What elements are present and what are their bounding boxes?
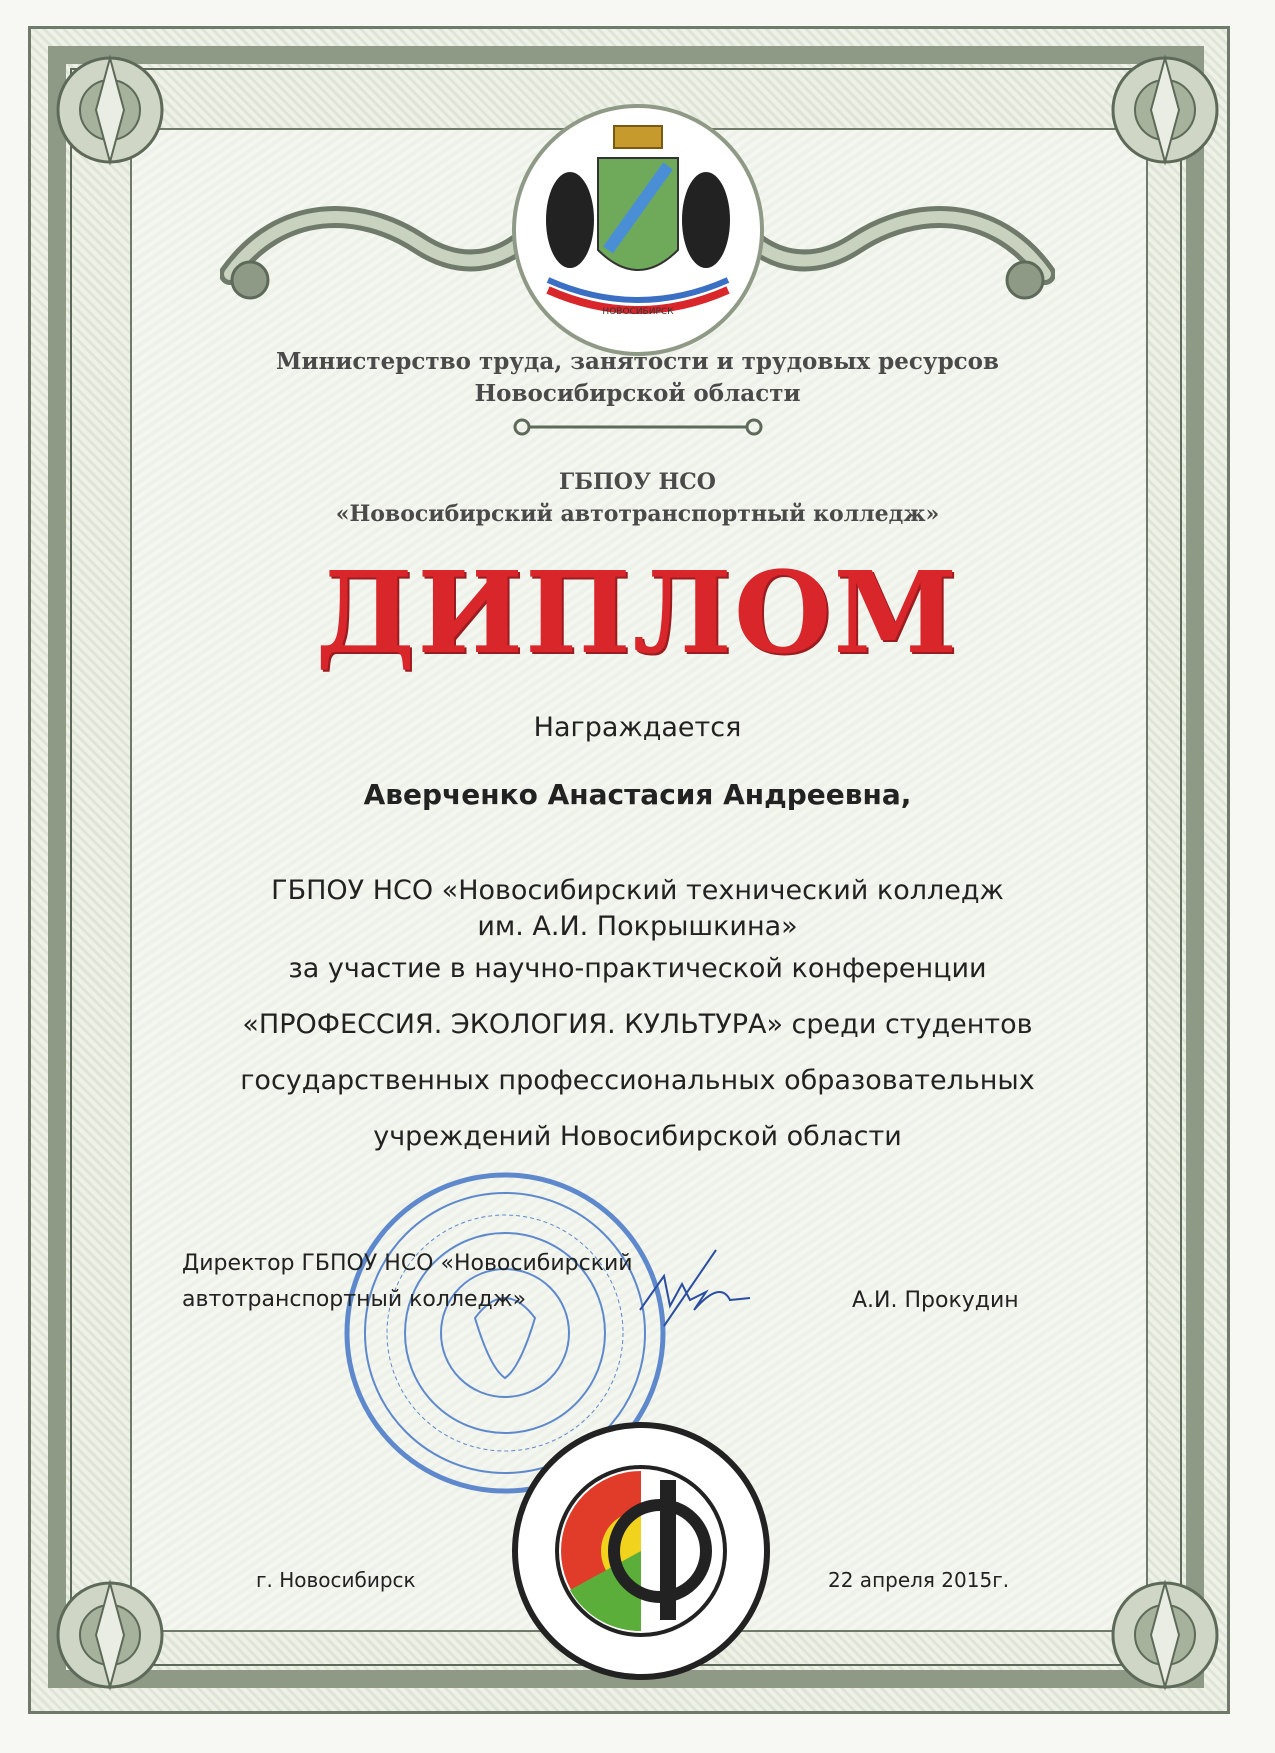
- org-line-1: ГБПОУ НСО: [559, 469, 716, 495]
- position-line-1: Директор ГБПОУ НСО «Новосибирский: [182, 1251, 633, 1276]
- corner-ornament-bottom-left: [40, 1535, 210, 1705]
- awarded-label: Награждается: [533, 712, 742, 743]
- description-line: государственных профессиональных образовательных: [240, 1065, 1035, 1096]
- corner-ornament-top-left: [40, 40, 210, 210]
- corner-ornament-top-right: [1065, 40, 1235, 210]
- college-heading: [0, 466, 1275, 530]
- ministry-line-2: Новосибирской области: [474, 380, 801, 407]
- decorative-divider: [508, 414, 768, 440]
- ribbon-scroll-right: [735, 184, 1055, 314]
- college-logo: [510, 1420, 772, 1682]
- description-line: за участие в научно-практической конференции: [288, 953, 987, 984]
- award-description: [0, 866, 1275, 1162]
- handwritten-signature: [630, 1240, 780, 1330]
- position-line-2: автотранспортный колледж»: [182, 1287, 527, 1312]
- issue-city: г. Новосибирск: [256, 1568, 416, 1592]
- corner-ornament-bottom-right: [1065, 1535, 1235, 1705]
- ministry-heading: [0, 346, 1275, 410]
- org-line-2: «Новосибирский автотранспортный колледж»: [335, 501, 940, 527]
- description-line: ГБПОУ НСО «Новосибирский технический колледж: [271, 875, 1004, 906]
- description-line: «ПРОФЕССИЯ. ЭКОЛОГИЯ. КУЛЬТУРА» среди студентов: [242, 1009, 1033, 1040]
- signatory-position: [182, 1246, 633, 1318]
- recipient-name: Аверченко Анастасия Андреевна,: [363, 778, 912, 811]
- emblem-caption: НОВОСИБИРСК: [602, 307, 674, 317]
- ministry-line-1: Министерство труда, занятости и трудовых ресурсов: [276, 348, 999, 375]
- issue-date: 22 апреля 2015г.: [828, 1568, 1010, 1592]
- city-coat-of-arms-emblem: [508, 100, 768, 360]
- ribbon-scroll-left: [220, 184, 540, 314]
- diploma-title: ДИПЛОМ: [315, 548, 960, 679]
- description-line: им. А.И. Покрышкина»: [477, 911, 798, 942]
- signatory-name: А.И. Прокудин: [852, 1288, 1019, 1313]
- description-line: учреждений Новосибирской области: [373, 1121, 902, 1152]
